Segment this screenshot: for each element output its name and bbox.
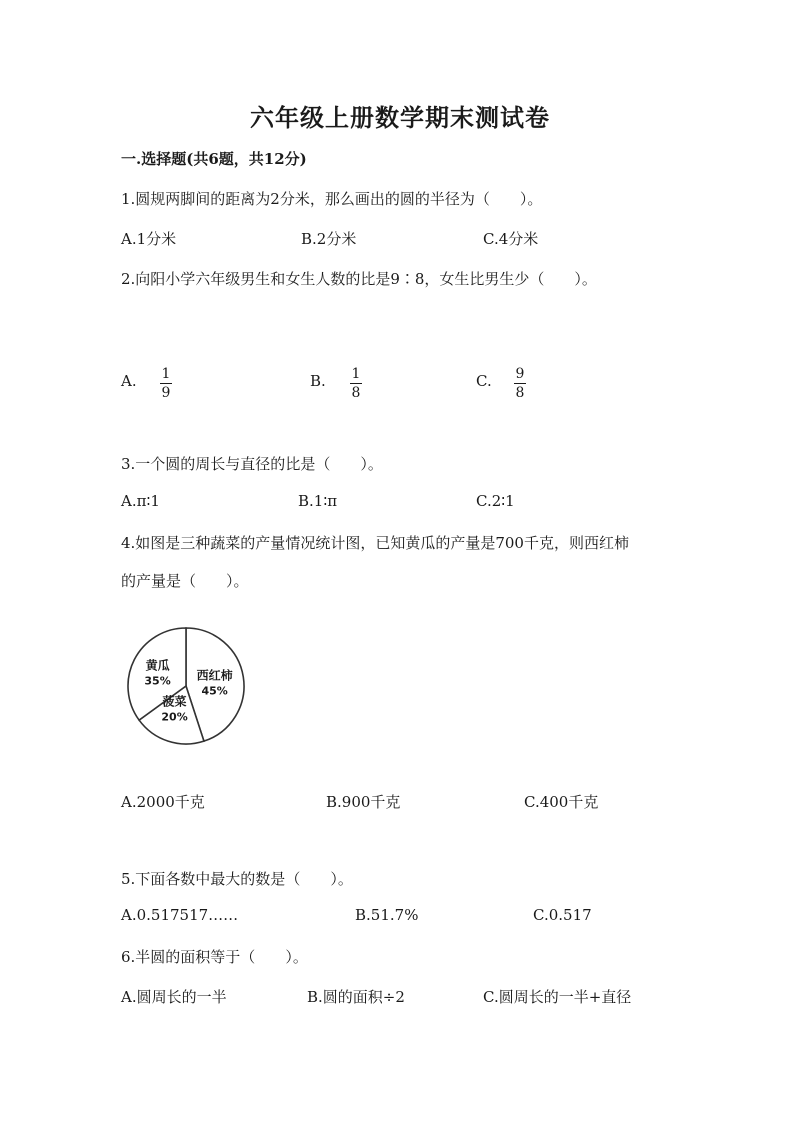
fraction-bar	[160, 383, 172, 384]
question-2-option-a-label[interactable]: A.	[121, 372, 137, 390]
pie-slice-percent: 45%	[201, 684, 228, 698]
question-4-option-a[interactable]: A.2000千克	[121, 793, 205, 811]
question-1-option-c[interactable]: C.4分米	[483, 230, 539, 248]
question-5-stem: 5.下面各数中最大的数是（ ）。	[121, 870, 353, 888]
question-6-option-c[interactable]: C.圆周长的一半+直径	[483, 988, 632, 1006]
pie-slice-percent: 20%	[161, 710, 188, 724]
fraction-bar	[350, 383, 362, 384]
fraction-numerator: 9	[515, 366, 525, 382]
fraction-numerator: 1	[161, 366, 171, 382]
fraction-numerator: 1	[351, 366, 361, 382]
question-3-option-a[interactable]: A.π∶1	[121, 492, 160, 510]
question-1-option-b[interactable]: B.2分米	[301, 230, 357, 248]
question-1-option-a[interactable]: A.1分米	[121, 230, 177, 248]
question-4-option-c[interactable]: C.400千克	[524, 793, 599, 811]
fraction-denominator: 8	[351, 385, 361, 401]
question-2-option-a-fraction[interactable]	[160, 366, 172, 401]
question-3-option-c[interactable]: C.2∶1	[476, 492, 515, 510]
question-4-option-b[interactable]: B.900千克	[326, 793, 401, 811]
question-2-option-b-fraction[interactable]	[350, 366, 362, 401]
pie-slice-label: 菠菜	[162, 694, 187, 709]
question-2-option-c-label[interactable]: C.	[476, 372, 492, 390]
question-5-option-a[interactable]: A.0.517517……	[121, 906, 239, 924]
question-1-stem: 1.圆规两脚间的距离为2分米，那么画出的圆的半径为（ ）。	[121, 190, 543, 208]
question-6-option-a[interactable]: A.圆周长的一半	[121, 988, 227, 1006]
question-2-option-b-label[interactable]: B.	[310, 372, 326, 390]
question-2-option-c-fraction[interactable]	[514, 366, 526, 401]
pie-slice-percent: 35%	[144, 674, 171, 688]
pie-slice-label: 黄瓜	[145, 658, 170, 673]
fraction-denominator: 8	[515, 385, 525, 401]
question-3-option-b[interactable]: B.1∶π	[298, 492, 338, 510]
pie-slice-label: 西红柿	[196, 668, 233, 683]
question-5-option-c[interactable]: C.0.517	[533, 906, 592, 924]
fraction-denominator: 9	[161, 385, 171, 401]
question-5-option-b[interactable]: B.51.7%	[355, 906, 419, 924]
question-3-stem: 3.一个圆的周长与直径的比是（ ）。	[121, 455, 383, 473]
section-heading: 一.选择题(共6题，共12分)	[121, 150, 307, 168]
pie-chart	[118, 620, 254, 752]
fraction-bar	[514, 383, 526, 384]
page-title: 六年级上册数学期末测试卷	[250, 103, 550, 132]
question-6-option-b[interactable]: B.圆的面积÷2	[307, 988, 405, 1006]
question-4-stem-line-1: 4.如图是三种蔬菜的产量情况统计图，已知黄瓜的产量是700千克，则西红柿	[121, 534, 629, 552]
question-4-stem-line-2: 的产量是（ ）。	[121, 572, 249, 590]
question-2-stem: 2.向阳小学六年级男生和女生人数的比是9∶8，女生比男生少（ ）。	[121, 270, 597, 288]
question-6-stem: 6.半圆的面积等于（ ）。	[121, 948, 308, 966]
